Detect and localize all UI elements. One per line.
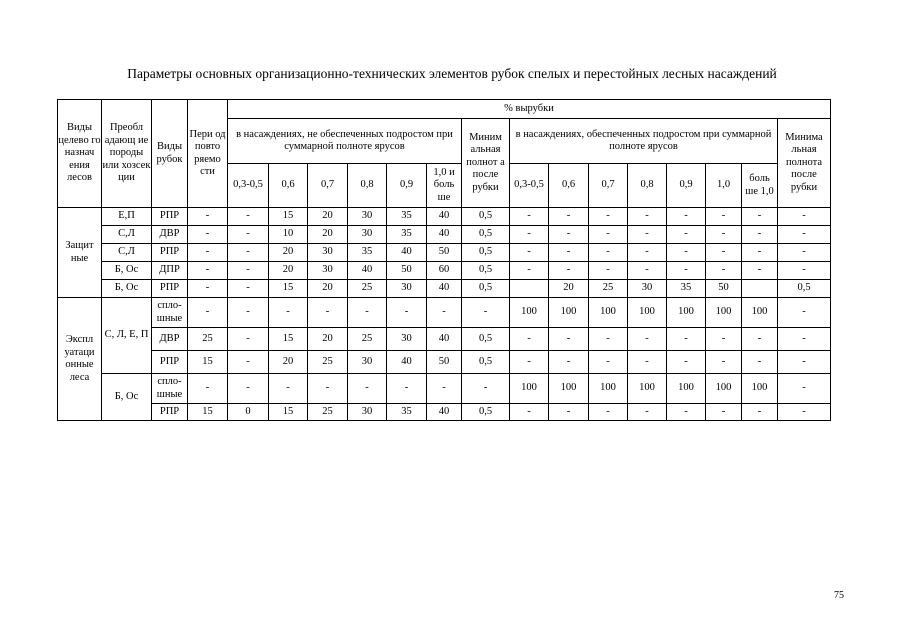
value-cell: - bbox=[589, 328, 628, 351]
value-cell: 40 bbox=[427, 328, 462, 351]
value-cell: - bbox=[228, 262, 269, 280]
value-cell: 25 bbox=[308, 351, 348, 374]
density-header: 0,8 bbox=[628, 164, 667, 208]
value-cell: - bbox=[308, 374, 348, 404]
species-cell: Е,П bbox=[102, 208, 152, 226]
value-cell: 30 bbox=[348, 208, 387, 226]
value-cell: 15 bbox=[269, 208, 308, 226]
period-cell: - bbox=[188, 208, 228, 226]
value-cell: - bbox=[348, 298, 387, 328]
density-header: 0,3-0,5 bbox=[510, 164, 549, 208]
period-cell: 15 bbox=[188, 404, 228, 421]
table-row bbox=[58, 226, 831, 244]
value-cell: 30 bbox=[348, 351, 387, 374]
value-cell: 20 bbox=[308, 328, 348, 351]
value-cell: 35 bbox=[387, 208, 427, 226]
value-cell: 25 bbox=[308, 404, 348, 421]
cut-type-cell: РПР bbox=[152, 208, 188, 226]
value-cell: - bbox=[706, 351, 742, 374]
value-cell: - bbox=[778, 208, 831, 226]
value-cell: - bbox=[628, 351, 667, 374]
value-cell: 35 bbox=[387, 226, 427, 244]
value-cell: 0,5 bbox=[462, 280, 510, 298]
value-cell: - bbox=[510, 262, 549, 280]
header-group-with-undergrowth: в насаждениях, обеспеченных подростом при суммарной полноте ярусов bbox=[510, 119, 778, 164]
value-cell: - bbox=[742, 351, 778, 374]
value-cell: 100 bbox=[706, 298, 742, 328]
value-cell: 20 bbox=[308, 226, 348, 244]
value-cell: 100 bbox=[589, 298, 628, 328]
value-cell: 20 bbox=[269, 351, 308, 374]
value-cell: 0,5 bbox=[462, 351, 510, 374]
cut-type-cell: спло- шные bbox=[152, 298, 188, 328]
density-header: 0,8 bbox=[348, 164, 387, 208]
value-cell: - bbox=[628, 244, 667, 262]
value-cell: 0,5 bbox=[462, 328, 510, 351]
value-cell: 100 bbox=[549, 374, 589, 404]
value-cell: - bbox=[549, 328, 589, 351]
section-protective: Защит ные bbox=[58, 208, 102, 298]
cut-type-cell: ДВР bbox=[152, 328, 188, 351]
value-cell: - bbox=[628, 226, 667, 244]
value-cell: - bbox=[269, 374, 308, 404]
value-cell: 20 bbox=[308, 208, 348, 226]
value-cell: 35 bbox=[387, 404, 427, 421]
value-cell: 100 bbox=[667, 298, 706, 328]
density-header: 0,9 bbox=[387, 164, 427, 208]
value-cell: - bbox=[742, 244, 778, 262]
value-cell: 20 bbox=[308, 280, 348, 298]
table-row bbox=[58, 404, 831, 421]
value-cell: - bbox=[510, 208, 549, 226]
species-cell: Б, Ос bbox=[102, 262, 152, 280]
table-row bbox=[58, 208, 831, 226]
value-cell: - bbox=[549, 351, 589, 374]
value-cell: - bbox=[427, 298, 462, 328]
value-cell: 10 bbox=[269, 226, 308, 244]
value-cell: - bbox=[427, 374, 462, 404]
value-cell: 0 bbox=[228, 404, 269, 421]
value-cell: 100 bbox=[549, 298, 589, 328]
cut-type-cell: РПР bbox=[152, 280, 188, 298]
value-cell: - bbox=[510, 226, 549, 244]
value-cell: - bbox=[778, 244, 831, 262]
value-cell: - bbox=[387, 298, 427, 328]
value-cell: - bbox=[742, 404, 778, 421]
value-cell: - bbox=[778, 262, 831, 280]
value-cell: - bbox=[228, 328, 269, 351]
value-cell: 20 bbox=[269, 244, 308, 262]
value-cell: 40 bbox=[348, 262, 387, 280]
value-cell: 15 bbox=[269, 404, 308, 421]
section-exploitation: Экспл уатаци онные леса bbox=[58, 298, 102, 421]
value-cell: - bbox=[667, 244, 706, 262]
period-cell: - bbox=[188, 262, 228, 280]
value-cell: - bbox=[387, 374, 427, 404]
density-header: 0,9 bbox=[667, 164, 706, 208]
value-cell: 100 bbox=[589, 374, 628, 404]
value-cell: 25 bbox=[348, 328, 387, 351]
value-cell: 100 bbox=[510, 298, 549, 328]
value-cell: - bbox=[778, 298, 831, 328]
value-cell: - bbox=[667, 226, 706, 244]
density-header: 1,0 и боль ше bbox=[427, 164, 462, 208]
period-cell: - bbox=[188, 280, 228, 298]
value-cell: - bbox=[462, 374, 510, 404]
value-cell: - bbox=[667, 351, 706, 374]
value-cell: - bbox=[589, 351, 628, 374]
value-cell: - bbox=[706, 226, 742, 244]
value-cell: 30 bbox=[387, 280, 427, 298]
cut-type-cell: РПР bbox=[152, 404, 188, 421]
value-cell: 100 bbox=[742, 374, 778, 404]
value-cell: 100 bbox=[510, 374, 549, 404]
value-cell: - bbox=[706, 404, 742, 421]
value-cell: - bbox=[510, 351, 549, 374]
value-cell: 30 bbox=[348, 404, 387, 421]
value-cell: 15 bbox=[269, 280, 308, 298]
value-cell: - bbox=[778, 328, 831, 351]
table-row bbox=[58, 262, 831, 280]
value-cell: - bbox=[742, 328, 778, 351]
value-cell: 100 bbox=[667, 374, 706, 404]
value-cell: 100 bbox=[706, 374, 742, 404]
species-group-cleib: С, Л, Е, П bbox=[102, 298, 152, 374]
value-cell: - bbox=[228, 280, 269, 298]
value-cell: 0,5 bbox=[462, 208, 510, 226]
value-cell: - bbox=[228, 208, 269, 226]
value-cell: - bbox=[510, 404, 549, 421]
value-cell: - bbox=[628, 262, 667, 280]
table-row bbox=[58, 374, 831, 404]
value-cell: - bbox=[462, 298, 510, 328]
species-cell: С,Л bbox=[102, 244, 152, 262]
value-cell: 50 bbox=[387, 262, 427, 280]
species-cell: С,Л bbox=[102, 226, 152, 244]
table-row bbox=[58, 280, 831, 298]
value-cell: - bbox=[510, 244, 549, 262]
value-cell: - bbox=[778, 226, 831, 244]
value-cell: - bbox=[228, 298, 269, 328]
header-cutting-types: Виды рубок bbox=[152, 100, 188, 208]
header-min-density-without: Миним альная полнот а после рубки bbox=[462, 119, 510, 208]
value-cell: - bbox=[778, 351, 831, 374]
period-cell: 25 bbox=[188, 328, 228, 351]
value-cell: - bbox=[628, 404, 667, 421]
species-group-bos: Б, Ос bbox=[102, 374, 152, 421]
density-header: 0,7 bbox=[589, 164, 628, 208]
value-cell: 30 bbox=[308, 244, 348, 262]
value-cell: 25 bbox=[348, 280, 387, 298]
value-cell: - bbox=[706, 244, 742, 262]
value-cell: - bbox=[589, 404, 628, 421]
header-period: Пери од повто ряемо сти bbox=[188, 100, 228, 208]
value-cell: - bbox=[667, 262, 706, 280]
value-cell: - bbox=[589, 262, 628, 280]
header-group-without-undergrowth: в насаждениях, не обеспеченных подростом при суммарной полноте ярусов bbox=[228, 119, 462, 164]
period-cell: - bbox=[188, 244, 228, 262]
value-cell: 35 bbox=[348, 244, 387, 262]
value-cell: - bbox=[778, 374, 831, 404]
value-cell: 15 bbox=[269, 328, 308, 351]
value-cell: 35 bbox=[667, 280, 706, 298]
value-cell: - bbox=[589, 244, 628, 262]
parameters-table bbox=[57, 99, 831, 421]
cut-type-cell: РПР bbox=[152, 244, 188, 262]
value-cell: 100 bbox=[628, 298, 667, 328]
header-min-density-with: Минима льная полнота после рубки bbox=[778, 119, 831, 208]
value-cell: 0,5 bbox=[462, 262, 510, 280]
density-header: 0,7 bbox=[308, 164, 348, 208]
value-cell bbox=[510, 280, 549, 298]
value-cell: 40 bbox=[427, 280, 462, 298]
value-cell: - bbox=[628, 328, 667, 351]
period-cell: - bbox=[188, 374, 228, 404]
value-cell: - bbox=[549, 404, 589, 421]
value-cell: - bbox=[589, 208, 628, 226]
species-cell: Б, Ос bbox=[102, 280, 152, 298]
cut-type-cell: РПР bbox=[152, 351, 188, 374]
density-header: 0,6 bbox=[549, 164, 589, 208]
value-cell: - bbox=[706, 262, 742, 280]
cut-type-cell: спло- шные bbox=[152, 374, 188, 404]
value-cell: - bbox=[742, 226, 778, 244]
value-cell: - bbox=[549, 226, 589, 244]
value-cell: 50 bbox=[706, 280, 742, 298]
value-cell: - bbox=[348, 374, 387, 404]
value-cell: 40 bbox=[427, 208, 462, 226]
value-cell: 0,5 bbox=[462, 404, 510, 421]
value-cell: 20 bbox=[549, 280, 589, 298]
value-cell: 30 bbox=[308, 262, 348, 280]
density-header: боль ше 1,0 bbox=[742, 164, 778, 208]
page-number: 75 bbox=[834, 590, 844, 601]
cut-type-cell: ДПР bbox=[152, 262, 188, 280]
header-forest-types: Виды целево го назнач ения лесов bbox=[58, 100, 102, 208]
value-cell: 30 bbox=[387, 328, 427, 351]
density-header: 0,6 bbox=[269, 164, 308, 208]
page-title: Параметры основных организационно-технических элементов рубок спелых и перестойных лесных насаждений bbox=[127, 66, 777, 81]
value-cell: - bbox=[589, 226, 628, 244]
value-cell: 0,5 bbox=[462, 244, 510, 262]
value-cell: - bbox=[228, 226, 269, 244]
density-header: 1,0 bbox=[706, 164, 742, 208]
value-cell: - bbox=[308, 298, 348, 328]
value-cell: - bbox=[667, 208, 706, 226]
value-cell: 0,5 bbox=[778, 280, 831, 298]
cut-type-cell: ДВР bbox=[152, 226, 188, 244]
value-cell: 50 bbox=[427, 244, 462, 262]
value-cell: 40 bbox=[387, 351, 427, 374]
value-cell: - bbox=[228, 374, 269, 404]
value-cell: - bbox=[742, 262, 778, 280]
value-cell: 40 bbox=[387, 244, 427, 262]
value-cell: - bbox=[549, 244, 589, 262]
value-cell bbox=[742, 280, 778, 298]
value-cell: - bbox=[778, 404, 831, 421]
header-percent-cut: % вырубки bbox=[228, 100, 831, 119]
value-cell: - bbox=[667, 404, 706, 421]
value-cell: 25 bbox=[589, 280, 628, 298]
value-cell: - bbox=[510, 328, 549, 351]
period-cell: - bbox=[188, 298, 228, 328]
value-cell: 30 bbox=[628, 280, 667, 298]
value-cell: - bbox=[269, 298, 308, 328]
value-cell: - bbox=[549, 208, 589, 226]
density-header: 0,3-0,5 bbox=[228, 164, 269, 208]
value-cell: 100 bbox=[742, 298, 778, 328]
value-cell: - bbox=[742, 208, 778, 226]
value-cell: - bbox=[706, 328, 742, 351]
value-cell: 100 bbox=[628, 374, 667, 404]
value-cell: - bbox=[228, 244, 269, 262]
value-cell: 40 bbox=[427, 404, 462, 421]
period-cell: - bbox=[188, 226, 228, 244]
header-dominant-species: Преобл адающ ие породы или хозсек ции bbox=[102, 100, 152, 208]
table-row bbox=[58, 328, 831, 351]
value-cell: 20 bbox=[269, 262, 308, 280]
value-cell: - bbox=[549, 262, 589, 280]
table-row bbox=[58, 351, 831, 374]
period-cell: 15 bbox=[188, 351, 228, 374]
table-row bbox=[58, 298, 831, 328]
value-cell: 40 bbox=[427, 226, 462, 244]
value-cell: - bbox=[628, 208, 667, 226]
value-cell: 30 bbox=[348, 226, 387, 244]
value-cell: - bbox=[228, 351, 269, 374]
table-row bbox=[58, 244, 831, 262]
value-cell: 0,5 bbox=[462, 226, 510, 244]
value-cell: 50 bbox=[427, 351, 462, 374]
value-cell: - bbox=[706, 208, 742, 226]
value-cell: - bbox=[667, 328, 706, 351]
value-cell: 60 bbox=[427, 262, 462, 280]
